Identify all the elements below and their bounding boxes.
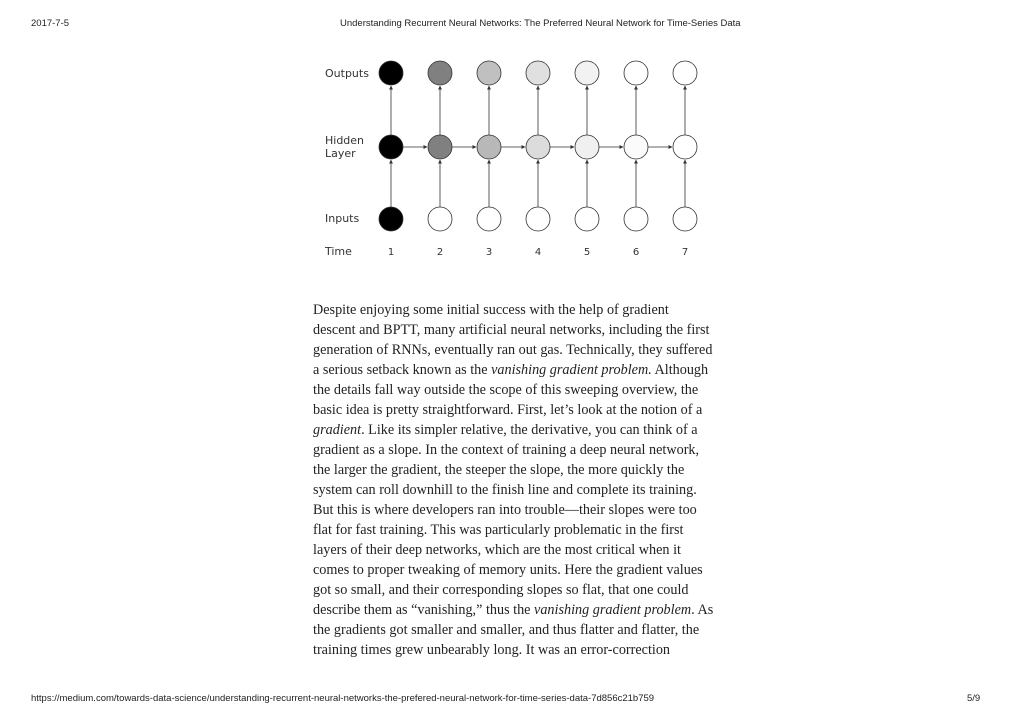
label-inputs: Inputs <box>325 212 360 225</box>
output-node <box>526 61 550 85</box>
body-text-run: layers of their deep networks, which are the most critical when it <box>313 542 681 558</box>
header-date: 2017-7-5 <box>31 18 70 29</box>
output-node <box>673 61 697 85</box>
body-line <box>313 640 713 658</box>
body-text-run: . Like its simpler relative, the derivative, you can think of a <box>361 422 698 438</box>
body-text-run: the gradients got smaller and smaller, and thus flatter and flatter, the <box>313 622 700 638</box>
article-body-paragraph <box>313 300 713 658</box>
italic-term: gradient <box>313 422 362 438</box>
footer-url: https://medium.com/towards-data-science/understanding-recurrent-neural-networks-the-prefered-neural-network-for-time-series-data-7d856c21b759 <box>31 693 655 704</box>
body-text-run: system can roll downhill to the finish line and complete its training. <box>313 482 697 498</box>
body-text-run: got so small, and their corresponding slopes so flat, that one could <box>313 582 689 598</box>
body-line <box>313 340 713 360</box>
body-line <box>313 460 713 480</box>
body-text-run: . As <box>691 602 713 618</box>
body-line <box>313 320 713 340</box>
body-line <box>313 420 713 440</box>
body-text-run: descent and BPTT, many artificial neural networks, including the first <box>313 322 710 338</box>
body-text-run: gradient as a slope. In the context of training a deep neural network, <box>313 442 700 458</box>
italic-term: vanishing gradient problem. <box>491 362 652 378</box>
time-step-label: 5 <box>583 247 591 258</box>
input-node <box>575 207 599 231</box>
time-step-label: 7 <box>681 247 689 258</box>
body-text-run: flat for fast training. This was particularly problematic in the first <box>313 522 684 538</box>
hidden-node <box>624 135 648 159</box>
hidden-node <box>379 135 403 159</box>
header-title: Understanding Recurrent Neural Networks: The Preferred Neural Network for Time-Series Data <box>340 18 741 29</box>
body-line <box>313 480 713 500</box>
body-line <box>313 580 713 600</box>
input-node <box>624 207 648 231</box>
body-line <box>313 360 713 380</box>
body-line <box>313 440 713 460</box>
label-hidden: Hidden <box>325 134 365 147</box>
label-time: Time <box>325 245 352 258</box>
label-layer: Layer <box>325 147 356 160</box>
hidden-node <box>526 135 550 159</box>
input-node <box>526 207 550 231</box>
body-text-run: Despite enjoying some initial success with the help of gradient <box>313 302 669 318</box>
time-step-label: 2 <box>436 247 444 258</box>
time-step-label: 6 <box>632 247 640 258</box>
body-text-run: training times grew unbearably long. It was an error-correction <box>313 642 671 658</box>
footer-page-number: 5/9 <box>967 693 981 704</box>
body-line <box>313 400 713 420</box>
output-node <box>379 61 403 85</box>
input-node <box>379 207 403 231</box>
body-line <box>313 540 713 560</box>
output-node <box>575 61 599 85</box>
body-line <box>313 380 713 400</box>
body-line <box>313 520 713 540</box>
body-text-run: comes to proper tweaking of memory units. Here the gradient values <box>313 562 703 578</box>
body-text-run: Although <box>651 362 709 378</box>
time-step-label: 3 <box>485 247 493 258</box>
body-text-run: basic idea is pretty straightforward. First, let’s look at the notion of a <box>313 402 703 418</box>
input-node <box>673 207 697 231</box>
rnn-unrolled-diagram <box>300 55 730 270</box>
body-line <box>313 560 713 580</box>
input-node <box>477 207 501 231</box>
time-step-label: 1 <box>387 247 395 258</box>
body-text-run: describe them as “vanishing,” thus the <box>313 602 535 618</box>
italic-term: vanishing gradient problem <box>534 602 692 618</box>
time-step-label: 4 <box>534 247 542 258</box>
body-line <box>313 620 713 640</box>
hidden-node <box>428 135 452 159</box>
body-text-run: generation of RNNs, eventually ran out gas. Technically, they suffered <box>313 342 713 358</box>
body-line <box>313 500 713 520</box>
hidden-node <box>477 135 501 159</box>
output-node <box>624 61 648 85</box>
body-line <box>313 300 713 320</box>
hidden-node <box>673 135 697 159</box>
output-node <box>428 61 452 85</box>
body-text-run: a serious setback known as the <box>313 362 492 378</box>
output-node <box>477 61 501 85</box>
body-text-run: But this is where developers ran into trouble—their slopes were too <box>313 502 697 518</box>
label-outputs: Outputs <box>325 67 369 80</box>
body-text-run: the details fall way outside the scope of this sweeping overview, the <box>313 382 699 398</box>
hidden-node <box>575 135 599 159</box>
input-node <box>428 207 452 231</box>
body-line <box>313 600 713 620</box>
body-text-run: the larger the gradient, the steeper the slope, the more quickly the <box>313 462 685 478</box>
